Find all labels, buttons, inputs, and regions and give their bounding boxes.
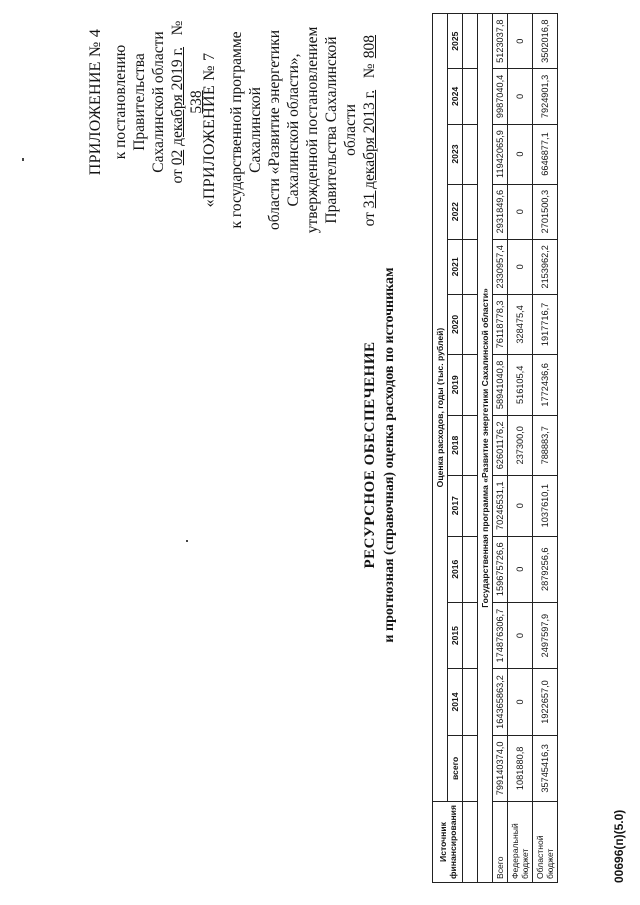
appendix2-line: Сахалинской области», (285, 53, 302, 207)
table-cell: 516105,4 (508, 354, 533, 415)
table-cell: 6646877,1 (533, 124, 558, 184)
table-cell: 58941040,8 (493, 354, 508, 415)
table-cell: 159675726,6 (493, 536, 508, 602)
table-cell (463, 475, 478, 536)
table-cell (463, 184, 478, 239)
table-cell: 328475,4 (508, 294, 533, 354)
table-cell: 1081880,8 (508, 735, 533, 801)
row-label: Федеральный бюджет (508, 802, 533, 883)
estimate-header: Оценка расходов, годы (тыс. рублей) (433, 14, 448, 802)
appendix2-line: утвержденной постановлением (304, 26, 321, 234)
table-cell: 2701500,3 (533, 184, 558, 239)
appendix2-line: к государственной программе Сахалинской (228, 31, 264, 229)
appendix2-date: 31 декабря 2013 г. (361, 89, 378, 209)
table-row (508, 14, 533, 883)
table-cell (463, 294, 478, 354)
year-header-row (448, 14, 463, 883)
table-cell: 76118778,3 (493, 294, 508, 354)
appendix2-number: 808 (361, 34, 378, 59)
heading-title: РЕСУРСНОЕ ОБЕСПЕЧЕНИЕ (362, 341, 378, 569)
column-header: 2019 (448, 354, 463, 415)
table-cell (463, 239, 478, 294)
document-heading (362, 155, 398, 755)
table-row (533, 14, 558, 883)
appendix-date-day: 02 (169, 149, 186, 166)
table-cell: 799140374,0 (493, 735, 508, 801)
funding-table (432, 13, 558, 883)
column-header: 2025 (448, 14, 463, 69)
table-row (493, 14, 508, 883)
appendix2-title: «ПРИЛОЖЕНИЕ № 7 (201, 52, 218, 208)
table-cell: 1772436,6 (533, 354, 558, 415)
appendix2-date-prefix: от (361, 212, 378, 227)
table-cell (463, 14, 478, 69)
table-cell: 0 (508, 184, 533, 239)
column-header: 2014 (448, 669, 463, 735)
column-header: 2020 (448, 294, 463, 354)
table-cell (463, 536, 478, 602)
appendix-to-text: к постановлению Правительства (112, 44, 148, 160)
document-code: 00696(п)(5.0) (612, 809, 626, 883)
table-cell: 0 (508, 602, 533, 668)
table-cell: 0 (508, 124, 533, 184)
table-cell: 1037610,1 (533, 475, 558, 536)
appendix-number: 538 (188, 90, 205, 114)
table-cell: 0 (508, 669, 533, 735)
column-header: 2017 (448, 475, 463, 536)
source-column-header: Источник финансирования (433, 802, 463, 883)
table-cell: 70246531,1 (493, 475, 508, 536)
row-label: Всего (493, 802, 508, 883)
column-header: 2021 (448, 239, 463, 294)
table-index-row (463, 14, 478, 883)
appendix-number-sign: № (169, 20, 186, 36)
appendix2-block (200, 10, 379, 250)
table-cell (463, 415, 478, 475)
table-cell: 62601176,2 (493, 415, 508, 475)
table-cell: 237300,0 (508, 415, 533, 475)
appendix-date-prefix: от (169, 169, 186, 184)
table-cell: 0 (508, 475, 533, 536)
column-header: 2015 (448, 602, 463, 668)
table-cell: 2330957,4 (493, 239, 508, 294)
heading-subtitle: и прогнозная (справочная) оценка расходов по источникам (382, 267, 397, 643)
table-cell: 2879256,6 (533, 536, 558, 602)
column-header: 2024 (448, 69, 463, 124)
table-cell: 0 (508, 14, 533, 69)
column-header: 2023 (448, 124, 463, 184)
table-cell: 2497597,9 (533, 602, 558, 668)
appendix-region-text: Сахалинской области (150, 31, 167, 173)
table-cell: 9987040,4 (493, 69, 508, 124)
table-cell (463, 669, 478, 735)
program-name: Государственная программа «Развитие энергетики Сахалинской области» (478, 14, 493, 883)
table-cell: 2931849,6 (493, 184, 508, 239)
column-header: всего (448, 735, 463, 801)
table-header-row (433, 14, 448, 883)
appendix-block (86, 17, 206, 187)
appendix-title: ПРИЛОЖЕНИЕ № 4 (87, 28, 104, 176)
appendix-date: декабря 2019 г. (169, 46, 186, 146)
table-cell: 164365863,2 (493, 669, 508, 735)
table-cell: 0 (508, 536, 533, 602)
table-cell (463, 124, 478, 184)
table-cell: 35745416,3 (533, 735, 558, 801)
program-row (478, 14, 493, 883)
table-cell: 7924901,3 (533, 69, 558, 124)
column-header: 2016 (448, 536, 463, 602)
table-cell (463, 69, 478, 124)
column-header: 2022 (448, 184, 463, 239)
table-cell (463, 802, 478, 883)
appendix2-line: области «Развитие энергетики (266, 30, 283, 231)
table-cell: 2153962,2 (533, 239, 558, 294)
table-cell (463, 354, 478, 415)
table-cell: 1917716,7 (533, 294, 558, 354)
table-cell: 11942065,9 (493, 124, 508, 184)
table-cell: 3502016,8 (533, 14, 558, 69)
table-cell (463, 735, 478, 801)
appendix2-line: Правительства Сахалинской области (323, 36, 359, 224)
table-cell (463, 602, 478, 668)
column-header: 2018 (448, 415, 463, 475)
table-cell: 0 (508, 69, 533, 124)
table-cell: 788883,7 (533, 415, 558, 475)
appendix2-number-sign: № (361, 63, 378, 79)
table-cell: 1922657,0 (533, 669, 558, 735)
row-label: Областной бюджет (533, 802, 558, 883)
table-cell: 5123037,8 (493, 14, 508, 69)
table-cell: 174876306,7 (493, 602, 508, 668)
table-cell: 0 (508, 239, 533, 294)
